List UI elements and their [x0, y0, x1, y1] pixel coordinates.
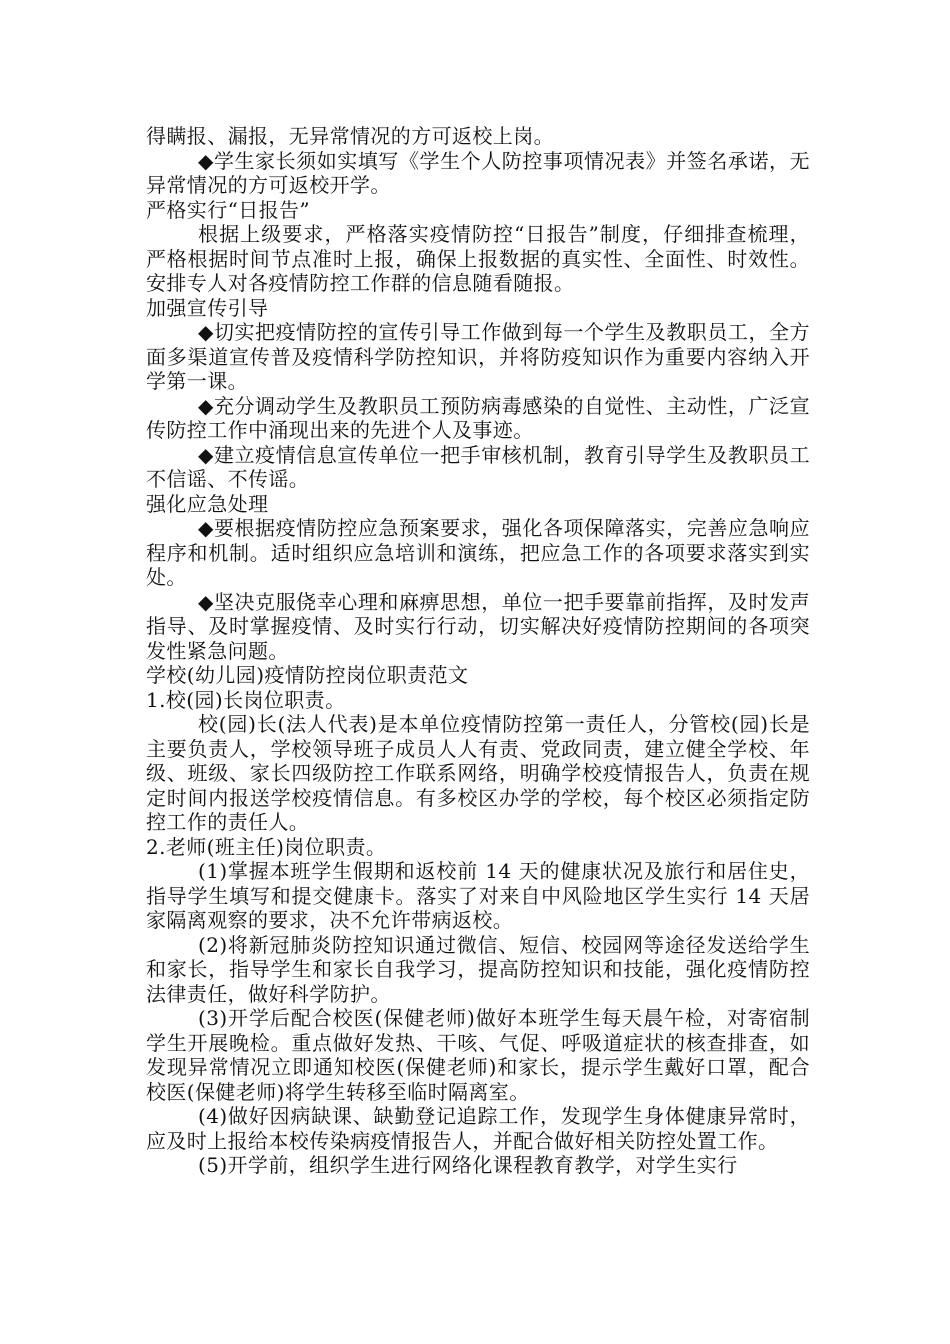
section-heading: 学校(幼儿园)疫情防控岗位职责范文: [146, 663, 469, 687]
body-paragraph: (1)掌握本班学生假期和返校前 14 天的健康状况及旅行和居住史，指导学生填写和提交健康卡。落实了对来自中风险地区学生实行 14 天居家隔离观察的要求，决不允许带病返校。: [146, 859, 810, 932]
body-paragraph: 得瞒报、漏报，无异常情况的方可返校上岗。: [146, 124, 554, 148]
subsection-heading: 2.老师(班主任)岗位职责。: [146, 834, 387, 859]
section-heading: 强化应急处理: [146, 491, 269, 516]
body-paragraph: ◆学生家长须如实填写《学生个人防控事项情况表》并签名承诺，无异常情况的方可返校开学。: [146, 148, 810, 197]
subsection-heading: 1.校(园)长岗位职责。: [146, 687, 346, 712]
body-paragraph: ◆要根据疫情防控应急预案要求，强化各项保障落实，完善应急响应程序和机制。适时组织应急培训和演练，把应急工作的各项要求落实到实处。: [146, 516, 810, 589]
section-heading: 严格实行“日报告”: [146, 197, 311, 222]
body-paragraph: (5)开学前，组织学生进行网络化课程教育教学，对学生实行: [198, 1153, 738, 1177]
body-paragraph: 根据上级要求，严格落实疫情防控“日报告”制度，仔细排查梳理，严格根据时间节点准时上报，确保上报数据的真实性、全面性、时效性。安排专人对各疫情防控工作群的信息随看随报。: [146, 222, 810, 295]
body-paragraph: ◆坚决克服侥幸心理和麻痹思想，单位一把手要靠前指挥，及时发声指导、及时掌握疫情、及时实行行动，切实解决好疫情防控期间的各项突发性紧急问题。: [146, 589, 810, 663]
body-paragraph: 校(园)长(法人代表)是本单位疫情防控第一责任人，分管校(园)长是主要负责人，学校领导班子成员人人有责、党政同责，建立健全学校、年级、班级、家长四级防控工作联系网络，明确学校疫情报告人，负责在规定时间内报送学校疫情信息。有多校区办学的学校，每个校区必须指定防控工作的责任人。: [146, 712, 810, 834]
body-paragraph: ◆充分调动学生及教职员工预防病毒感染的自觉性、主动性，广泛宣传防控工作中涌现出来的先进个人及事迹。: [146, 393, 810, 442]
document-body: [146, 124, 810, 1178]
body-paragraph: (3)开学后配合校医(保健老师)做好本班学生每天晨午检，对寄宿制学生开展晚检。重点做好发热、干咳、气促、呼吸道症状的核查排查，如发现异常情况立即通知校医(保健老师)和家长，提示学生戴好口罩，配合校医(保健老师)将学生转移至临时隔离室。: [146, 1006, 810, 1104]
body-paragraph: (4)做好因病缺课、缺勤登记追踪工作，发现学生身体健康异常时，应及时上报给本校传染病疫情报告人，并配合做好相关防控处置工作。: [146, 1104, 810, 1153]
section-heading: 加强宣传引导: [146, 295, 269, 320]
body-paragraph: (2)将新冠肺炎防控知识通过微信、短信、校园网等途径发送给学生和家长，指导学生和家长自我学习，提高防控知识和技能，强化疫情防控法律责任，做好科学防护。: [146, 932, 810, 1006]
body-paragraph: ◆切实把疫情防控的宣传引导工作做到每一个学生及教职员工，全方面多渠道宣传普及疫情科学防控知识，并将防疫知识作为重要内容纳入开学第一课。: [146, 320, 810, 393]
body-paragraph: ◆建立疫情信息宣传单位一把手审核机制，教育引导学生及教职员工不信谣、不传谣。: [146, 442, 810, 491]
